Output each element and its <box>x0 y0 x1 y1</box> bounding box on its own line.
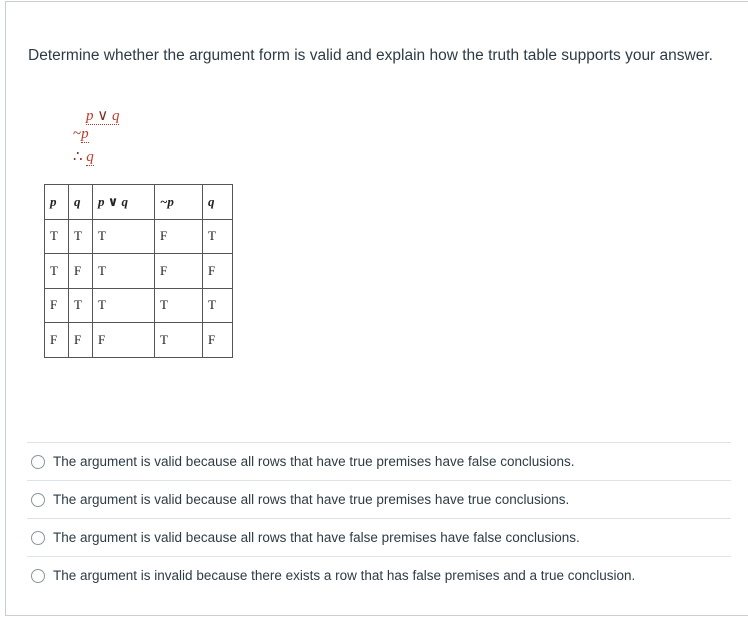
table-cell: T <box>69 219 93 254</box>
conclusion <box>73 147 94 166</box>
table-cell: F <box>155 254 203 289</box>
therefore-symbol: ∴ <box>73 149 83 165</box>
table-cell: T <box>93 288 155 323</box>
answer-option-3[interactable] <box>27 518 731 556</box>
premise-1-p: p <box>86 108 94 124</box>
header-p-or-q: p ∨ q <box>93 185 155 220</box>
option-label: The argument is invalid because there exists a row that has false premises and a true conclusion. <box>53 568 636 583</box>
conclusion-q: q <box>86 149 94 165</box>
header-conclusion-q: q <box>203 185 233 220</box>
table-cell: F <box>155 219 203 254</box>
option-label: The argument is valid because all rows that have true premises have true conclusions. <box>53 492 570 507</box>
premise-2-p: p <box>81 126 89 142</box>
table-cell: T <box>45 254 69 289</box>
table-row <box>45 254 233 289</box>
table-cell: T <box>203 288 233 323</box>
table-cell: T <box>69 288 93 323</box>
table-cell: F <box>45 288 69 323</box>
table-cell: F <box>69 323 93 358</box>
table-cell: T <box>155 288 203 323</box>
premise-1-q: q <box>111 108 120 124</box>
table-cell: F <box>203 323 233 358</box>
answer-options <box>27 442 731 594</box>
radio-button[interactable] <box>31 493 45 507</box>
truth-table-header <box>45 185 233 220</box>
table-cell: T <box>93 254 155 289</box>
premise-2 <box>73 126 89 143</box>
header-not-p: ~p <box>155 185 203 220</box>
premise-2-neg: ~ <box>73 126 82 142</box>
option-label: The argument is valid because all rows that have true premises have false conclusions. <box>53 454 575 469</box>
answer-option-2[interactable] <box>27 480 731 518</box>
table-row <box>45 323 233 358</box>
table-cell: F <box>203 254 233 289</box>
table-cell: F <box>93 323 155 358</box>
table-cell: T <box>45 219 69 254</box>
answer-option-1[interactable] <box>27 442 731 480</box>
table-row <box>45 219 233 254</box>
answer-option-4[interactable] <box>27 556 731 594</box>
radio-button[interactable] <box>31 531 45 545</box>
premise-1 <box>86 106 119 125</box>
table-cell: T <box>93 219 155 254</box>
table-row <box>45 288 233 323</box>
radio-button[interactable] <box>31 455 45 469</box>
header-q: q <box>69 185 93 220</box>
table-cell: T <box>203 219 233 254</box>
table-cell: T <box>155 323 203 358</box>
header-p: p <box>45 185 69 220</box>
option-label: The argument is valid because all rows that have false premises have false conclusions. <box>53 530 580 545</box>
premise-1-underline <box>86 108 119 125</box>
table-cell: F <box>69 254 93 289</box>
premise-1-or: ∨ <box>97 108 109 124</box>
table-cell: F <box>45 323 69 358</box>
truth-table <box>44 184 233 358</box>
question-text: Determine whether the argument form is valid and explain how the truth table supports your answer. <box>28 47 713 64</box>
radio-button[interactable] <box>31 569 45 583</box>
